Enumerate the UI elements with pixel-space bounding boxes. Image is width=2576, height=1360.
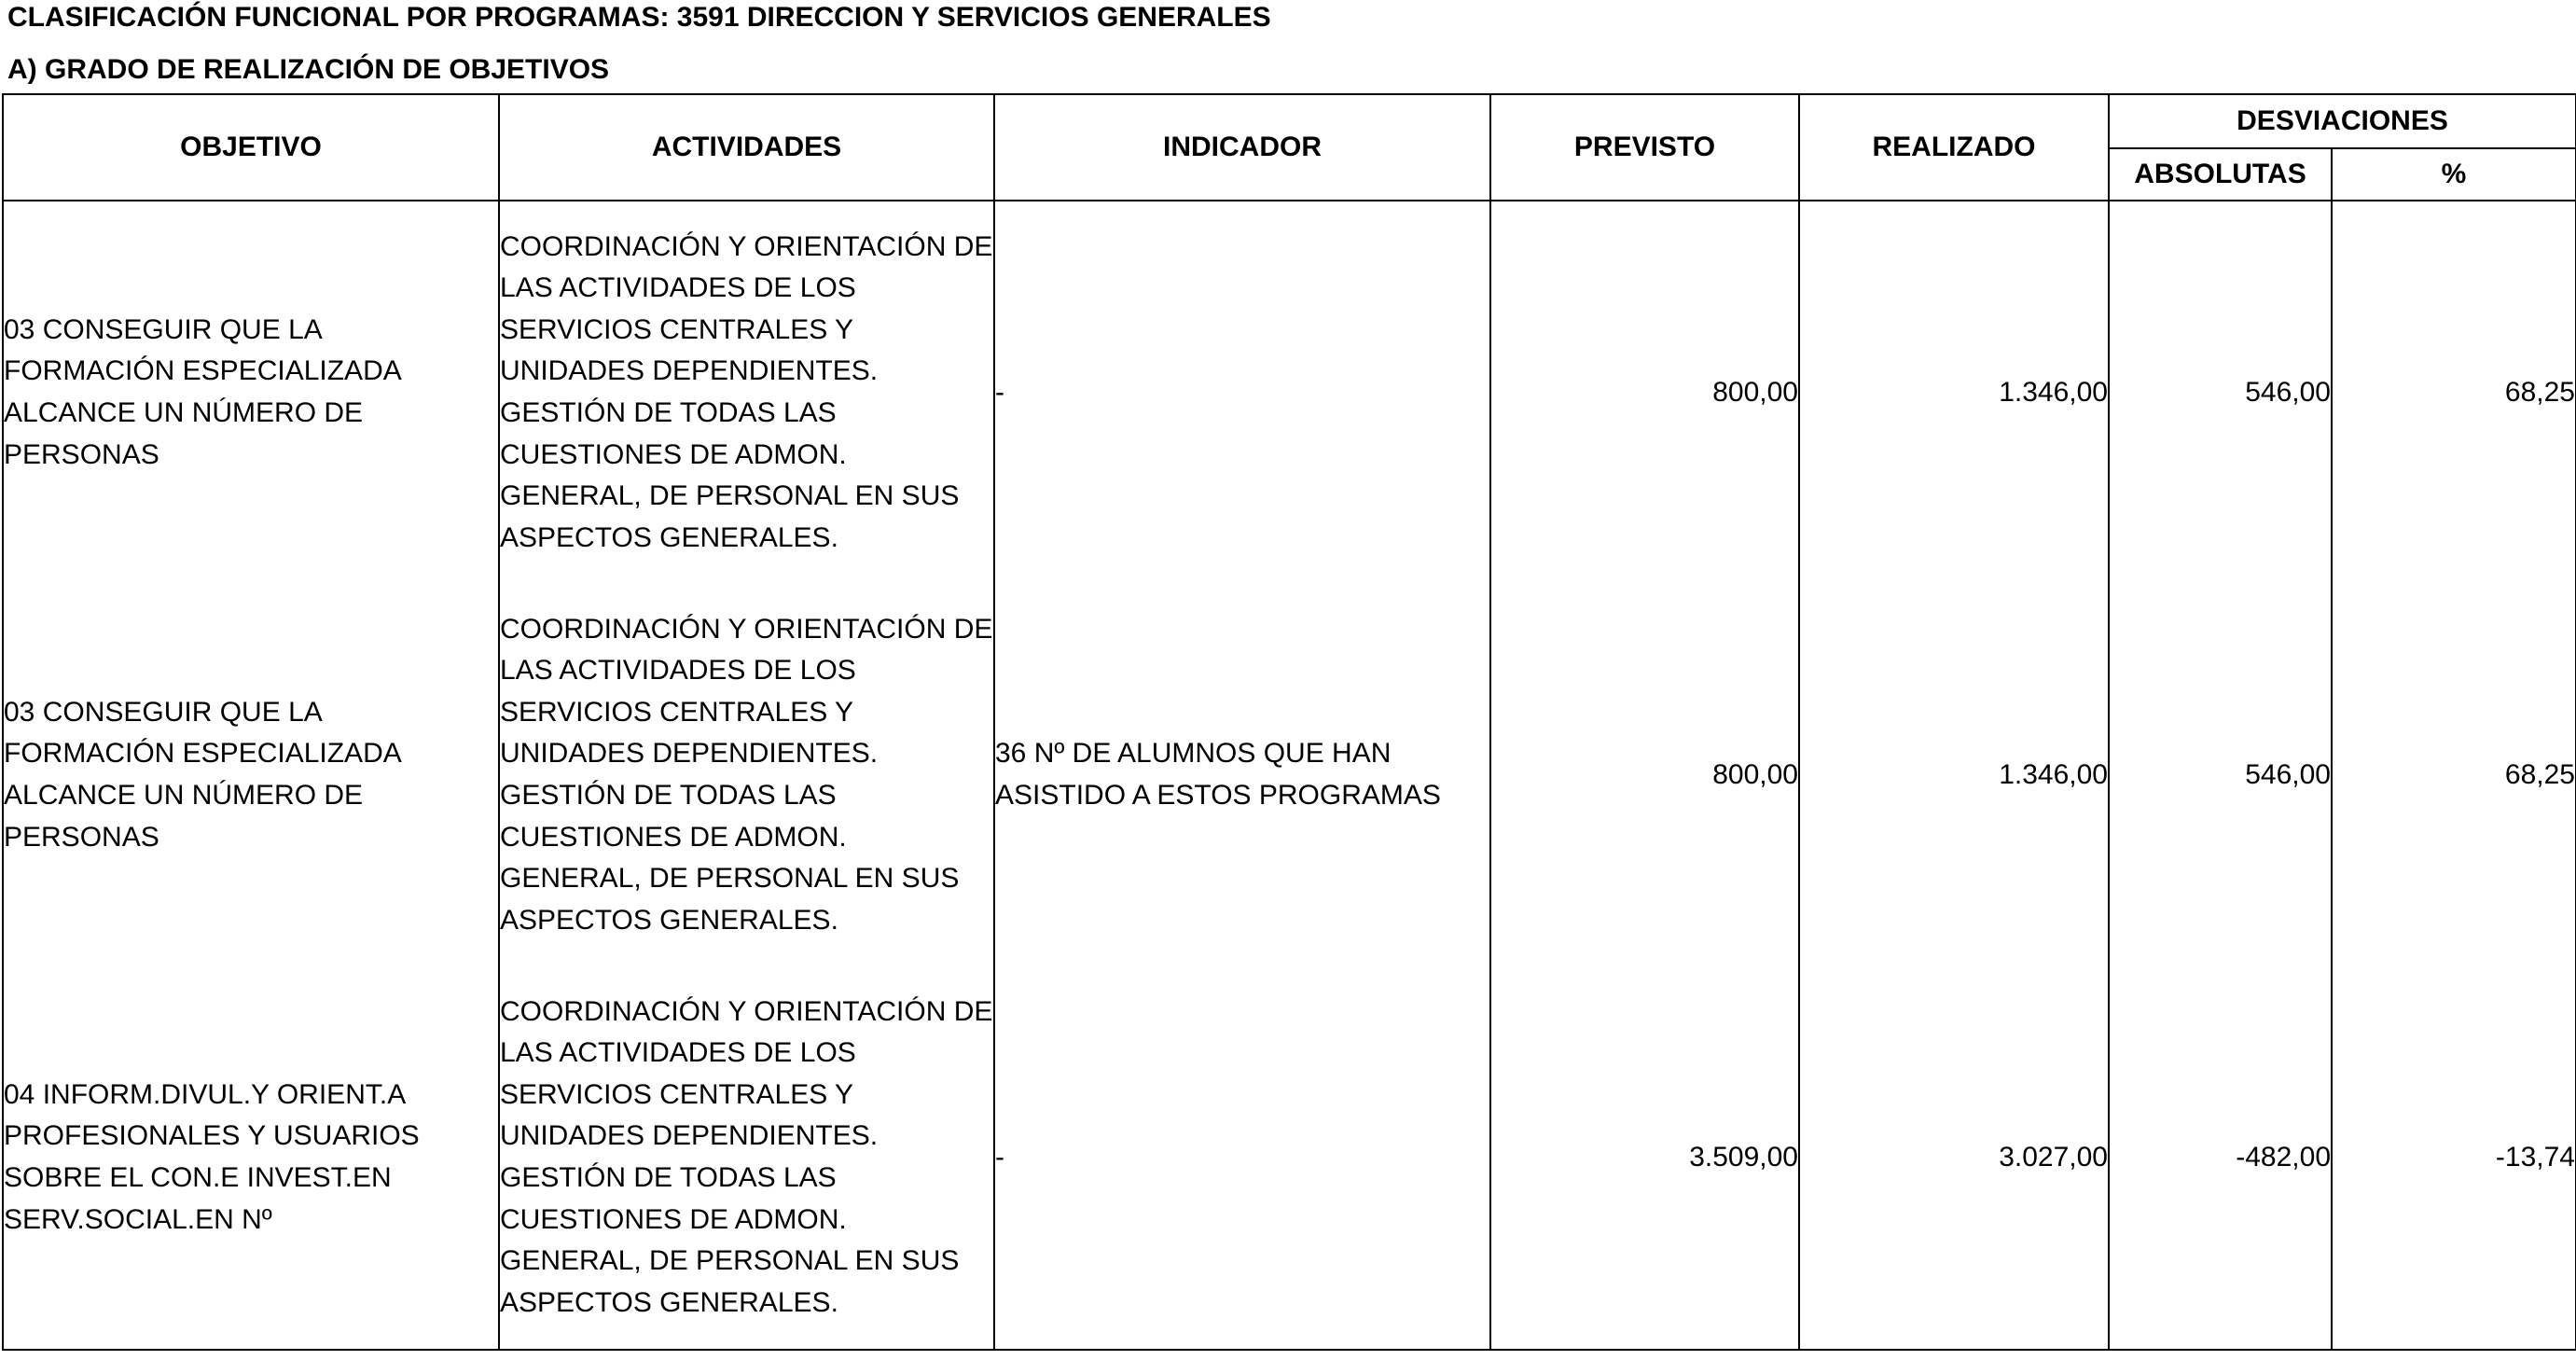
cell-porcentaje: 68,25: [2332, 584, 2576, 966]
header-porcentaje: %: [2332, 148, 2576, 201]
document-title: CLASIFICACIÓN FUNCIONAL POR PROGRAMAS: 3591 DIRECCION Y SERVICIOS GENERALES: [7, 2, 1271, 33]
cell-realizado: 1.346,00: [1799, 584, 2109, 966]
cell-indicador: 36 Nº DE ALUMNOS QUE HAN ASISTIDO A ESTOS PROGRAMAS: [994, 584, 1490, 966]
header-absolutas: ABSOLUTAS: [2109, 148, 2332, 201]
cell-actividades: COORDINACIÓN Y ORIENTACIÓN DE LAS ACTIVIDADES DE LOS SERVICIOS CENTRALES Y UNIDADES DEPENDIENTES. GESTIÓN DE TODAS LAS CUESTIONES DE ADMON. GENERAL, DE PERSONAL EN SUS ASPECTOS GENERALES.: [499, 201, 994, 584]
section-title: A) GRADO DE REALIZACIÓN DE OBJETIVOS: [7, 54, 610, 85]
table-row: [3, 584, 2576, 966]
cell-objetivo: 03 CONSEGUIR QUE LA FORMACIÓN ESPECIALIZADA ALCANCE UN NÚMERO DE PERSONAS: [3, 584, 499, 966]
table-row: [3, 966, 2576, 1350]
cell-previsto: 800,00: [1490, 584, 1799, 966]
cell-realizado: 3.027,00: [1799, 966, 2109, 1350]
cell-actividades: COORDINACIÓN Y ORIENTACIÓN DE LAS ACTIVIDADES DE LOS SERVICIOS CENTRALES Y UNIDADES DEPENDIENTES. GESTIÓN DE TODAS LAS CUESTIONES DE ADMON. GENERAL, DE PERSONAL EN SUS ASPECTOS GENERALES.: [499, 966, 994, 1350]
cell-indicador: -: [994, 966, 1490, 1350]
cell-absolutas: 546,00: [2109, 201, 2332, 584]
cell-realizado: 1.346,00: [1799, 201, 2109, 584]
header-desviaciones: DESVIACIONES: [2109, 94, 2576, 148]
cell-previsto: 800,00: [1490, 201, 1799, 584]
header-objetivo: OBJETIVO: [3, 94, 499, 201]
header-realizado: REALIZADO: [1799, 94, 2109, 201]
cell-indicador: -: [994, 201, 1490, 584]
cell-previsto: 3.509,00: [1490, 966, 1799, 1350]
header-actividades: ACTIVIDADES: [499, 94, 994, 201]
header-previsto: PREVISTO: [1490, 94, 1799, 201]
objectives-table: [2, 93, 2576, 1351]
cell-porcentaje: -13,74: [2332, 966, 2576, 1350]
cell-objetivo: 04 INFORM.DIVUL.Y ORIENT.A PROFESIONALES Y USUARIOS SOBRE EL CON.E INVEST.EN SERV.SOCIAL.EN Nº: [3, 966, 499, 1350]
header-indicador: INDICADOR: [994, 94, 1490, 201]
cell-objetivo: 03 CONSEGUIR QUE LA FORMACIÓN ESPECIALIZADA ALCANCE UN NÚMERO DE PERSONAS: [3, 201, 499, 584]
table-row: [3, 201, 2576, 584]
cell-porcentaje: 68,25: [2332, 201, 2576, 584]
cell-absolutas: -482,00: [2109, 966, 2332, 1350]
cell-actividades: COORDINACIÓN Y ORIENTACIÓN DE LAS ACTIVIDADES DE LOS SERVICIOS CENTRALES Y UNIDADES DEPENDIENTES. GESTIÓN DE TODAS LAS CUESTIONES DE ADMON. GENERAL, DE PERSONAL EN SUS ASPECTOS GENERALES.: [499, 584, 994, 966]
cell-absolutas: 546,00: [2109, 584, 2332, 966]
